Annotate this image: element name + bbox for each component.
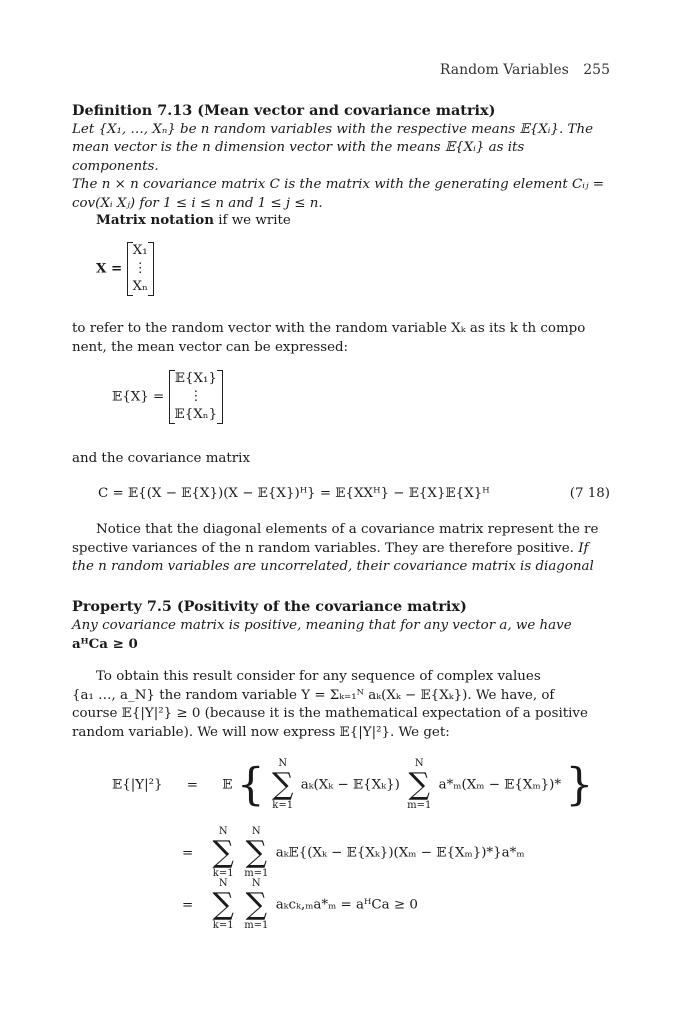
- paragraph-refer: [72, 320, 610, 357]
- definition-line-2: mean vector is the n dimension vector with the means 𝔼{Xᵢ} as its components.: [72, 140, 525, 174]
- left-brace: {: [236, 759, 265, 811]
- property-line-1: Any covariance matrix is positive, meaning that for any vector a, we have: [72, 617, 572, 633]
- paragraph-covariance: [72, 450, 610, 469]
- definition-line-1: Let {X₁, …, Xₙ} be n random variables with the respective means 𝔼{Xᵢ}. The: [72, 121, 593, 137]
- derivation-lhs: 𝔼{|Y|²}: [112, 777, 163, 793]
- equation-number: (7 18): [569, 486, 610, 501]
- sum-m-operator-2: N ∑ m=1: [244, 826, 269, 879]
- refer-line-2: nent, the mean vector can be expressed:: [72, 339, 349, 355]
- definition-block: [72, 102, 610, 213]
- definition-line-4: cov(Xᵢ Xⱼ) for 1 ≤ i ≤ n and 1 ≤ j ≤ n.: [72, 195, 323, 211]
- paragraph-obtain-rest: [72, 687, 610, 743]
- derivation-eq-1: =: [186, 777, 198, 793]
- ex-top: 𝔼{X₁}: [174, 371, 217, 386]
- page-number: 255: [583, 62, 610, 78]
- x-column-matrix: [127, 242, 154, 296]
- x-top: X₁: [132, 243, 148, 258]
- x-lhs: X =: [96, 260, 123, 277]
- paragraph-notice: [96, 521, 610, 540]
- paragraph-notice-cont: [72, 540, 610, 577]
- x-dots: ⋮: [133, 261, 147, 276]
- derivation-eq-2: =: [182, 845, 194, 861]
- derivation-row-2-term: aₖ𝔼{(Xₖ − 𝔼{Xₖ})(Xₘ − 𝔼{Xₘ})*}a*ₘ: [275, 845, 525, 861]
- obtain-line-3: course 𝔼{|Y|²} ≥ 0 (because it is the mathematical expectation of a positive: [72, 706, 588, 721]
- sum-k-operator-2: N ∑ k=1: [212, 826, 234, 879]
- property-line-2: aᴴCa ≥ 0: [72, 636, 138, 652]
- equation-mean-vector: [112, 370, 223, 424]
- sum-k-operator-3: N ∑ k=1: [212, 878, 234, 931]
- ex-column-matrix: [169, 370, 224, 424]
- right-brace: }: [565, 759, 594, 811]
- notice-if: If: [578, 540, 589, 556]
- running-title: Random Variables: [439, 62, 569, 78]
- matrix-notation-text: if we write: [218, 213, 291, 228]
- derivation-expectation: 𝔼: [222, 777, 233, 793]
- notice-line-3: the n random variables are uncorrelated, their covariance matrix is diagonal: [72, 559, 594, 574]
- equation-x-vector: [96, 242, 154, 296]
- property-block: [72, 598, 610, 654]
- sum-m-operator: N ∑ m=1: [407, 758, 432, 811]
- sum-k-operator: N ∑ k=1: [272, 758, 294, 811]
- obtain-line-4: random variable). We will now express 𝔼{|Y|²}. We get:: [72, 724, 450, 740]
- running-header: [440, 62, 610, 78]
- notice-line-1: Notice that the diagonal elements of a covariance matrix represent the re: [96, 522, 599, 537]
- ex-bottom: 𝔼{Xₙ}: [174, 407, 218, 422]
- matrix-notation: [96, 211, 634, 231]
- derivation-eq-3: =: [182, 897, 194, 913]
- derivation-row-1: [112, 758, 593, 812]
- refer-line-1: to refer to the random vector with the random variable Xₖ as its k th compo: [72, 321, 586, 336]
- obtain-line-2: {a₁ …, a_N} the random variable Y = Σₖ₌₁ᴺ aₖ(Xₖ − 𝔼{Xₖ}). We have, of: [72, 687, 555, 703]
- definition-line-3: The n × n covariance matrix C is the matrix with the generating element Cᵢⱼ =: [72, 177, 604, 192]
- sum-m-operator-3: N ∑ m=1: [244, 878, 269, 931]
- cov-formula: C = 𝔼{(X − 𝔼{X})(X − 𝔼{X})ᴴ} = 𝔼{XXᴴ} − 𝔼{X}𝔼{X}ᴴ: [98, 486, 490, 501]
- equation-covariance: [98, 486, 490, 501]
- definition-title: Definition 7.13 (Mean vector and covariance matrix): [72, 102, 496, 119]
- ex-dots: ⋮: [189, 389, 203, 404]
- notice-line-2: spective variances of the n random variables. They are therefore positive.: [72, 540, 574, 556]
- matrix-notation-label: Matrix notation: [96, 212, 214, 228]
- paragraph-obtain-1: [96, 668, 610, 687]
- sum-m-term: a*ₘ(Xₘ − 𝔼{Xₘ})*: [438, 777, 562, 793]
- obtain-line-1: To obtain this result consider for any sequence of complex values: [96, 669, 541, 684]
- sum-k-term: aₖ(Xₖ − 𝔼{Xₖ}): [300, 777, 400, 793]
- ex-lhs: 𝔼{X} =: [112, 389, 165, 405]
- derivation-row-2: [182, 826, 525, 880]
- cov-intro: and the covariance matrix: [72, 451, 251, 466]
- property-title: Property 7.5 (Positivity of the covariance matrix): [72, 598, 467, 615]
- x-bottom: Xₙ: [132, 279, 148, 294]
- derivation-row-3: [182, 878, 418, 932]
- derivation-row-3-term: aₖcₖ,ₘa*ₘ = aᴴCa ≥ 0: [275, 897, 418, 913]
